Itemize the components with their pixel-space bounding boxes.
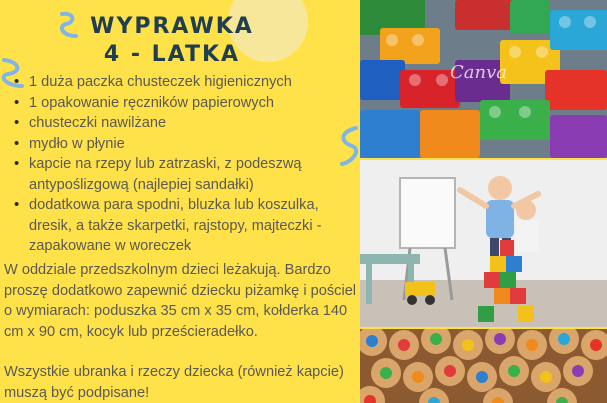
- list-item: • dodatkowa para spodni, bluzka lub koszulka, dresik, a także skarpetki, rajstopy, majteczki - zapakowane w woreczek: [29, 195, 359, 257]
- building-blocks-photo: [360, 0, 607, 158]
- title-line-1: WYPRAWKA: [90, 14, 254, 39]
- list-item: • 1 duża paczka chusteczek higienicznych: [29, 72, 359, 93]
- list-item: • 1 opakowanie ręczników papierowych: [29, 93, 359, 114]
- list-item: • kapcie na rzepy lub zatrzaski, z podeszwą antypoślizgową (najlepiej sandałki): [29, 154, 359, 195]
- napping-paragraph: W oddziale przedszkolnym dzieci leżakują. Bardzo proszę dodatkowo zapewnić dziecku piżamkę i pościel o wymiarach: poduszka 35 cm x 35 cm, kołderka 140 cm x 90 cm, kocyk lub prześcieradełko.: [4, 262, 357, 340]
- children-playing-photo: [360, 160, 607, 327]
- labeling-paragraph: Wszystkie ubranka i rzeczy dziecka (również kapcie) muszą być podpisane!: [4, 364, 344, 401]
- title-line-2: 4 - LATKA: [103, 42, 241, 67]
- photo-column: [360, 0, 607, 403]
- supply-list: [12, 72, 359, 257]
- colored-pencils-photo: [360, 329, 607, 403]
- list-item: • mydło w płynie: [29, 134, 359, 155]
- list-item: • chusteczki nawilżane: [29, 113, 359, 134]
- watermark: Canva: [450, 62, 507, 83]
